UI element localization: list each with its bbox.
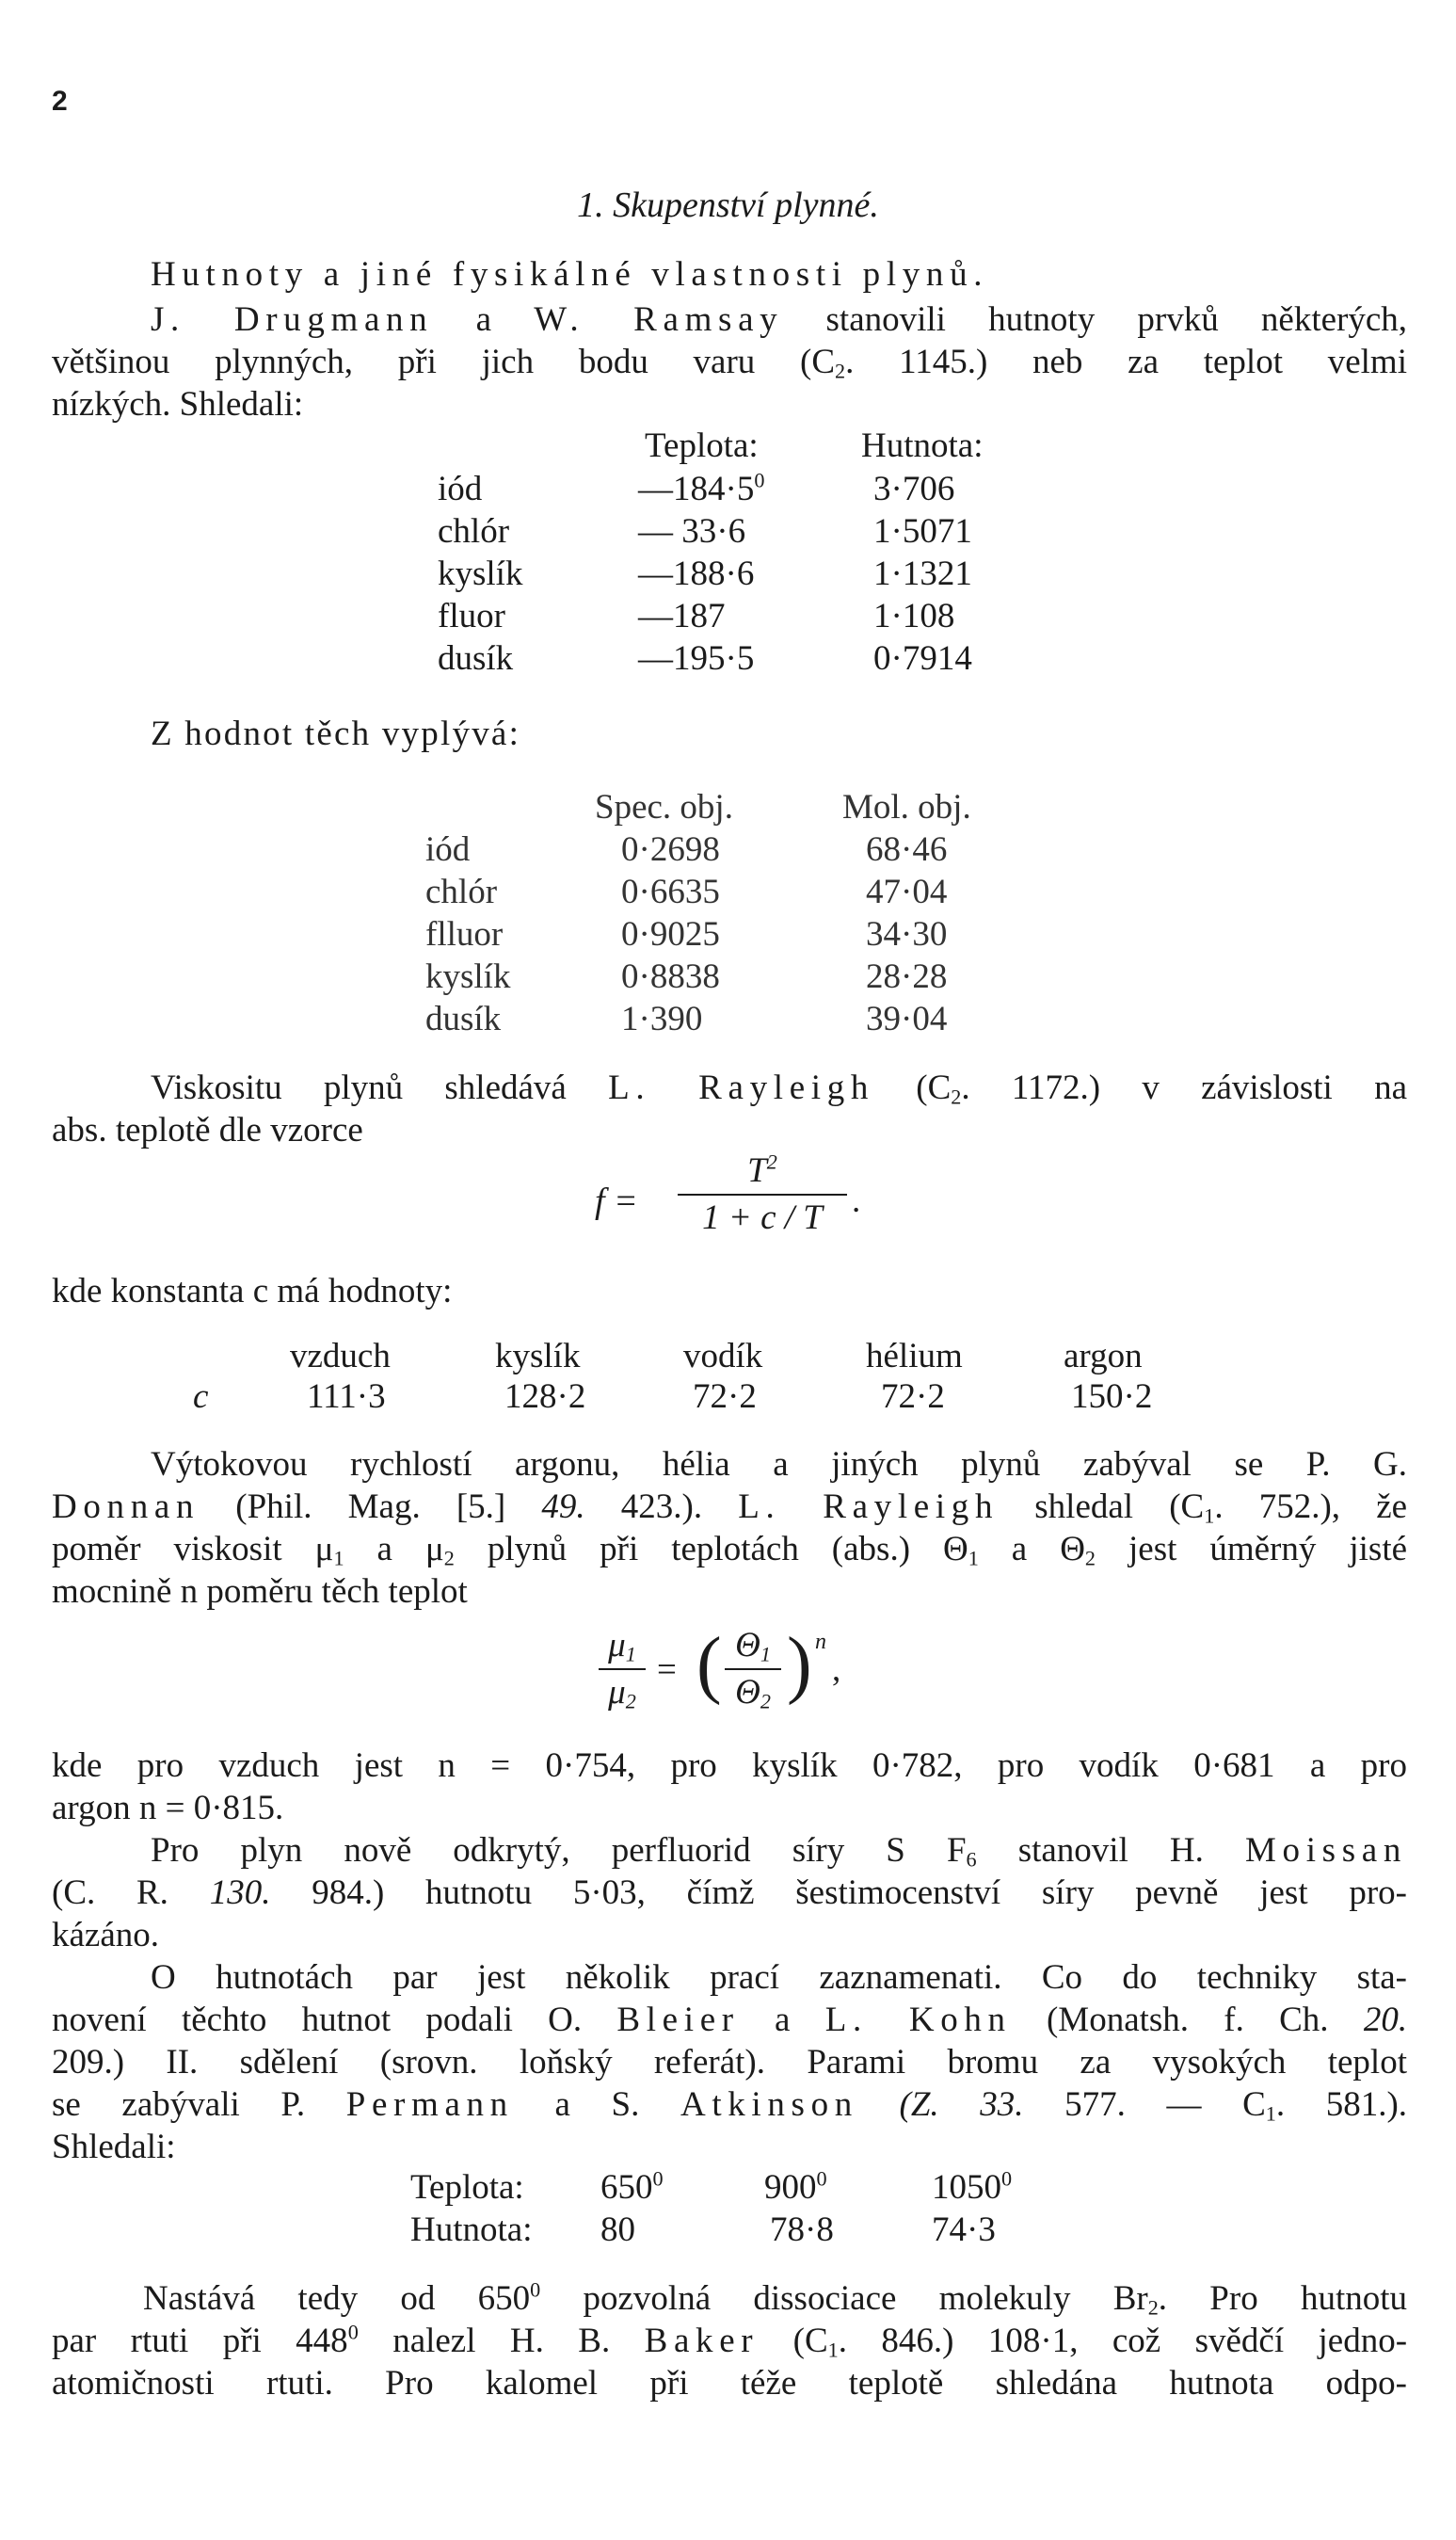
formula-end: . xyxy=(852,1182,861,1220)
formula-equals: = xyxy=(657,1650,677,1689)
formula-end: , xyxy=(832,1650,841,1689)
table-header: hélium xyxy=(866,1337,963,1375)
author: L. Rayleigh xyxy=(608,1069,875,1107)
value-cell: 74·3 xyxy=(932,2210,996,2249)
row-spec: 0·8838 xyxy=(621,957,720,996)
section-title: 1. Skupenství plynné. xyxy=(577,185,879,225)
row-spec: 0·6635 xyxy=(621,873,720,911)
row-density: 1·5071 xyxy=(873,512,972,551)
text: . 1145.) neb za teplot velmi xyxy=(845,343,1407,381)
paragraph-6-line-1: kde pro vzduch jest n = 0·754, pro kyslík 0·782, pro vodík 0·681 a pro xyxy=(52,1746,1407,1785)
paragraph-9-line-3: atomičnosti rtuti. Pro kalomel při téže teplotě shledána hutnota odpo- xyxy=(52,2364,1407,2403)
paragraph-7-line-2: (C. R. 130. 984.) hutnotu 5·03, čímž šestimocenství síry pevně jest pro- xyxy=(52,1873,1408,1912)
row-mol: 34·30 xyxy=(866,915,948,954)
value-cell: 150·2 xyxy=(1071,1377,1153,1416)
value-cell: 111·3 xyxy=(307,1377,386,1416)
row-mol: 68·46 xyxy=(866,830,948,869)
author: Baker xyxy=(644,2322,760,2360)
table-header: vzduch xyxy=(290,1337,391,1375)
formula-ratio-left: $\mu_1$ $\mu_2$ xyxy=(599,1625,646,1713)
row-name: iód xyxy=(425,830,471,869)
formula-paren-left: ( xyxy=(696,1623,722,1706)
table-header: vodík xyxy=(683,1337,763,1375)
author: Permann xyxy=(345,2085,514,2124)
value-cell: 128·2 xyxy=(504,1377,586,1416)
row-mol: 39·04 xyxy=(866,1000,948,1038)
formula-ratio-right: $\Theta_1$ $\Theta_2$ xyxy=(725,1625,781,1713)
value-cell: 78·8 xyxy=(770,2210,834,2249)
row-spec: 1·390 xyxy=(621,1000,703,1038)
text: a xyxy=(475,300,491,339)
heading: Hutnoty a jiné fysikálné vlastnosti plynů. xyxy=(151,255,989,294)
paragraph-9-line-1: Nastává tedy od $650^0$ pozvolná dissociace molekuly $Br_2$. Pro hutnotu xyxy=(143,2277,1408,2320)
author: L. Rayleigh xyxy=(738,1487,1000,1526)
paragraph-8-line-3: 209.) II. sdělení (srovn. loňský referát). Parami bromu za vysokých teplot xyxy=(52,2043,1407,2082)
row-name: kyslík xyxy=(438,555,523,593)
row-temp: —195·5 xyxy=(638,639,755,678)
author: J. Drugmann xyxy=(151,300,434,339)
table-header: Teplota: xyxy=(645,426,759,465)
paragraph-8-line-1: O hutnotách par jest několik prací zaznamenati. Co do techniky sta- xyxy=(151,1958,1407,1997)
row-temp: —188·6 xyxy=(638,555,755,593)
text: většinou plynných, při jich bodu varu (C xyxy=(52,343,836,381)
row-name: iód xyxy=(438,470,483,508)
paragraph-5-line-4: mocnině n poměru těch teplot xyxy=(52,1572,468,1611)
author: Atkinson xyxy=(680,2085,858,2124)
author: Donnan xyxy=(52,1487,200,1526)
value-cell: 72·2 xyxy=(881,1377,945,1416)
paragraph-5-line-1: Výtokovou rychlostí argonu, hélia a jiných plynů zabýval se P. G. xyxy=(151,1445,1407,1484)
text: stanovili hutnoty prvků některých, xyxy=(825,300,1408,339)
value-cell: $900^0$ xyxy=(764,2166,827,2207)
row-name: fluor xyxy=(438,597,505,635)
row-temp: — 33·6 xyxy=(638,512,746,551)
row-name: dusík xyxy=(425,1000,502,1038)
paragraph-5-line-3: poměr viskosit $\mu_1$ a $\mu_2$ plynů při teplotách (abs.) $\Theta_1$ a $\Theta_2$ jest úměrný jisté xyxy=(52,1530,1408,1570)
formula-viscosity-lhs: f = xyxy=(595,1182,638,1221)
formula-viscosity-fraction: $T^2$ 1 + c / T xyxy=(678,1150,847,1239)
row-spec: 0·2698 xyxy=(621,830,720,869)
paragraph-6-line-2: argon n = 0·815. xyxy=(52,1789,284,1827)
formula-exponent: n xyxy=(815,1630,826,1654)
author: Moissan xyxy=(1244,1831,1408,1870)
paragraph-4: kde konstanta c má hodnoty: xyxy=(52,1272,453,1310)
paragraph-8-line-2: novení těchto hutnot podali O. Bleier a L. Kohn (Monatsh. f. Ch. 20. xyxy=(52,2001,1408,2039)
paragraph-3-line-1: Viskositu plynů shledává L. Rayleigh ($C_2$. 1172.) v závislosti na xyxy=(151,1069,1407,1109)
paragraph-2: Z hodnot těch vyplývá: xyxy=(151,715,521,753)
row-name: kyslík xyxy=(425,957,511,996)
table-header: kyslík xyxy=(495,1337,581,1375)
author: L. Kohn xyxy=(824,2001,1012,2039)
value-cell: 80 xyxy=(600,2210,635,2249)
formula-paren-right: ) xyxy=(787,1623,812,1706)
row-density: 1·1321 xyxy=(873,555,972,593)
author: Bleier xyxy=(616,2001,740,2039)
paragraph-1-line-1 xyxy=(151,299,1407,341)
paragraph-9-line-2: par rtuti při $448^0$ nalezl H. B. Baker ($C_1$. 846.) 108·1, což svědčí jedno- xyxy=(52,2320,1408,2362)
paragraph-5-line-2: Donnan (Phil. Mag. [5.] 49. 423.). L. Rayleigh shledal ($C_1$. 752.), že xyxy=(52,1487,1408,1528)
paragraph-7-line-3: kázáno. xyxy=(52,1916,160,1954)
row-mol: 47·04 xyxy=(866,873,948,911)
paragraph-1-line-2 xyxy=(52,342,1407,383)
row-label: Teplota: xyxy=(410,2168,524,2207)
value-cell: 72·2 xyxy=(693,1377,757,1416)
row-name: chlór xyxy=(425,873,498,911)
row-name: chlór xyxy=(438,512,510,551)
row-name: dusík xyxy=(438,639,514,678)
author: W. Ramsay xyxy=(534,300,784,339)
row-temp: $—184\cdot 5^0$ xyxy=(638,468,765,508)
table-header: Mol. obj. xyxy=(842,788,971,827)
row-label: Hutnota: xyxy=(410,2210,533,2249)
row-density: 3·706 xyxy=(873,470,955,508)
row-label: c xyxy=(193,1377,209,1416)
paragraph-8-line-4: se zabývali P. Permann a S. Atkinson (Z. 33. 577. — $C_1$. 581.). xyxy=(52,2085,1408,2126)
paragraph-3-line-2: abs. teplotě dle vzorce xyxy=(52,1111,363,1149)
table-header: Hutnota: xyxy=(861,426,984,465)
value-cell: $650^0$ xyxy=(600,2166,664,2207)
paragraph-8-line-5: Shledali: xyxy=(52,2128,176,2166)
row-mol: 28·28 xyxy=(866,957,948,996)
row-name: flluor xyxy=(425,915,504,954)
row-density: 1·108 xyxy=(873,597,955,635)
subscript: 2 xyxy=(835,359,846,383)
page-number: 2 xyxy=(52,86,68,117)
paragraph-1-line-3: nízkých. Shledali: xyxy=(52,385,304,424)
value-cell: 1050$^0$ xyxy=(932,2166,1013,2207)
table-header: Spec. obj. xyxy=(595,788,733,827)
row-temp: —187 xyxy=(638,597,726,635)
table-header: argon xyxy=(1064,1337,1143,1375)
paragraph-7-line-1: Pro plyn nově odkrytý, perfluorid síry S $F_6$ stanovil H. Moissan xyxy=(151,1831,1408,1872)
row-density: 0·7914 xyxy=(873,639,972,678)
row-spec: 0·9025 xyxy=(621,915,720,954)
